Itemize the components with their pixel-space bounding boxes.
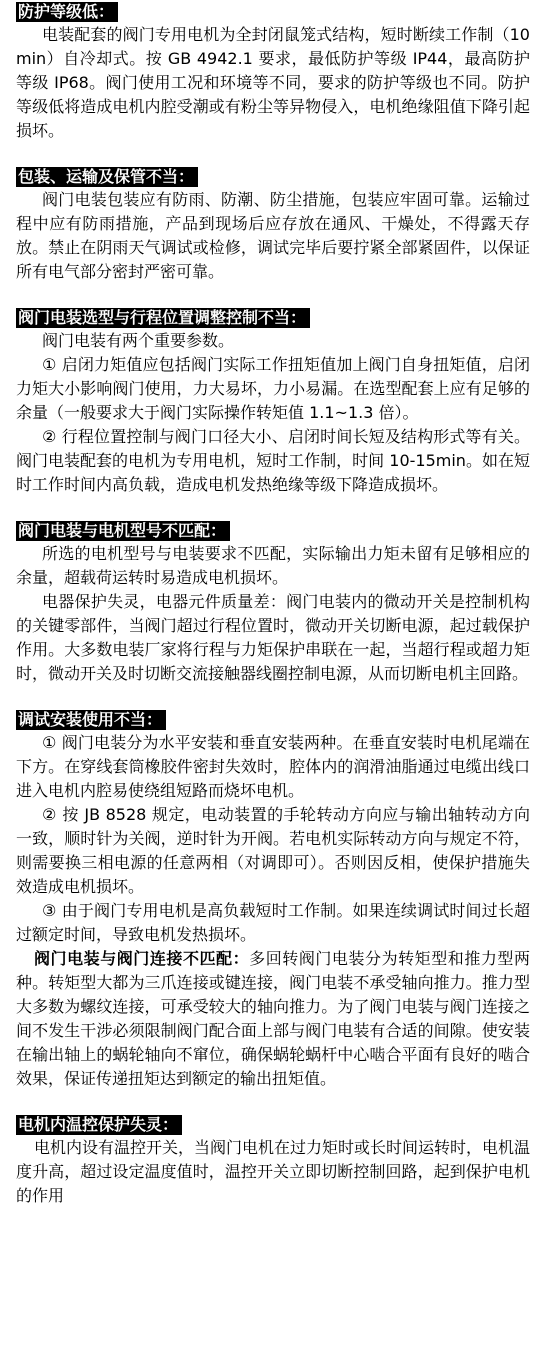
paragraph: ① 启闭力矩值应包括阀门实际工作扭矩值加上阀门自身扭矩值，启闭力矩大小影响阀门使用，力大易坏，力小易漏。在选型配套上应有足够的余量（一般要求大于阀门实际操作转矩值 1.1~1.3 倍）。	[16, 355, 530, 422]
section-heading: 阀门电装与电机型号不匹配：	[16, 521, 230, 541]
paragraph: 电机内设有温控开关，当阀门电机在过力矩时或长时间运转时，电机温度升高，超过设定温度值时，温控开关立即切断控制回路，起到保护电机的作用	[16, 1138, 531, 1205]
spacer	[16, 1091, 530, 1115]
section-installation	[16, 710, 530, 1091]
section-heading: 防护等级低：	[16, 2, 118, 22]
paragraph: 电器保护失灵，电器元件质量差：阀门电装内的微动开关是控制机构的关键零部件，当阀门超过行程位置时，微动开关切断电源，起过载保护作用。大多数电装厂家将行程与力矩保护串联在一起，当超行程或超力矩时，微动开关及时切断交流接触器线圈控制电源，从而切断电机主回路。	[16, 592, 530, 683]
lead-text: 多回转阀门电装分为转矩型和推力型两种。转矩型大都为三爪连接或键连接，阀门电装不承受轴向推力。推力型大多数为螺纹连接，可承受较大的轴向推力。为了阀门电装与阀门连接之间不发生干涉必须限制阀门配合面上部与阀门电装有合适的间隙。使安装在输出轴上的蜗轮轴向不窜位，确保蜗轮蜗杆中心啮合平面有良好的啮合效果，保证传递扭矩达到额定的输出扭矩值。	[16, 949, 530, 1088]
paragraph: 阀门电装包装应有防雨、防潮、防尘措施，包装应牢固可靠。运输过程中应有防雨措施，产品到现场后应存放在通风、干燥处，不得露天存放。禁止在阴雨天气调试或检修，调试完毕后要拧紧全部紧固件，以保证所有电气部分密封严密可靠。	[16, 190, 530, 281]
paragraph: ③ 由于阀门专用电机是高负载短时工作制。如果连续调试时间过长超过额定时间，导致电机发热损坏。	[16, 901, 530, 944]
spacer	[16, 686, 530, 710]
spacer	[16, 284, 530, 308]
section-heading: 包装、运输及保管不当：	[16, 167, 198, 187]
section-protection-level	[16, 2, 530, 143]
lead-label: 阀门电装与阀门连接不匹配：	[34, 949, 250, 968]
section-motor-mismatch	[16, 521, 530, 686]
paragraph: 所选的电机型号与电装要求不匹配，实际输出力矩未留有足够相应的余量，超载荷运转时易造成电机损坏。	[16, 544, 530, 587]
section-thermal-protection	[16, 1115, 530, 1208]
paragraph: 阀门电装有两个重要参数。	[42, 331, 235, 350]
spacer	[16, 497, 530, 521]
paragraph: ② 按 JB 8528 规定，电动装置的手轮转动方向应与输出轴转动方向一致，顺时针为关阀，逆时针为开阀。若电机实际转动方向与规定不符，则需要换三相电源的任意两相（对调即可）。否则因反相，使保护措施失效造成电机损坏。	[16, 805, 530, 896]
section-selection	[16, 308, 530, 497]
paragraph-with-lead	[16, 947, 530, 1091]
section-heading: 电机内温控保护失灵：	[16, 1115, 182, 1135]
section-packaging	[16, 167, 530, 284]
section-heading: 调试安装使用不当：	[16, 710, 166, 730]
paragraph: ① 阀门电装分为水平安装和垂直安装两种。在垂直安装时电机尾端在下方。在穿线套筒橡胶件密封失效时，腔体内的润滑油脂通过电缆出线口进入电机内腔易使绕组短路而烧坏电机。	[16, 733, 530, 800]
paragraph: 电装配套的阀门专用电机为全封闭鼠笼式结构，短时断续工作制（10min）自冷却式。按 GB 4942.1 要求，最低防护等级 IP44，最高防护等级 IP68。阀门使用工况和环境等不同，要求的防护等级也不同。防护等级低将造成电机内腔受潮或有粉尘等异物侵入，电机绝缘阻值下降引起损坏。	[16, 25, 530, 140]
spacer	[16, 143, 530, 167]
paragraph: ② 行程位置控制与阀门口径大小、启闭时间长短及结构形式等有关。阀门电装配套的电机为专用电机，短时工作制，时间 10-15min。如在短时工作时间内高负载，造成电机发热绝缘等级下降造成损坏。	[16, 427, 530, 494]
section-heading: 阀门电装选型与行程位置调整控制不当：	[16, 308, 310, 328]
